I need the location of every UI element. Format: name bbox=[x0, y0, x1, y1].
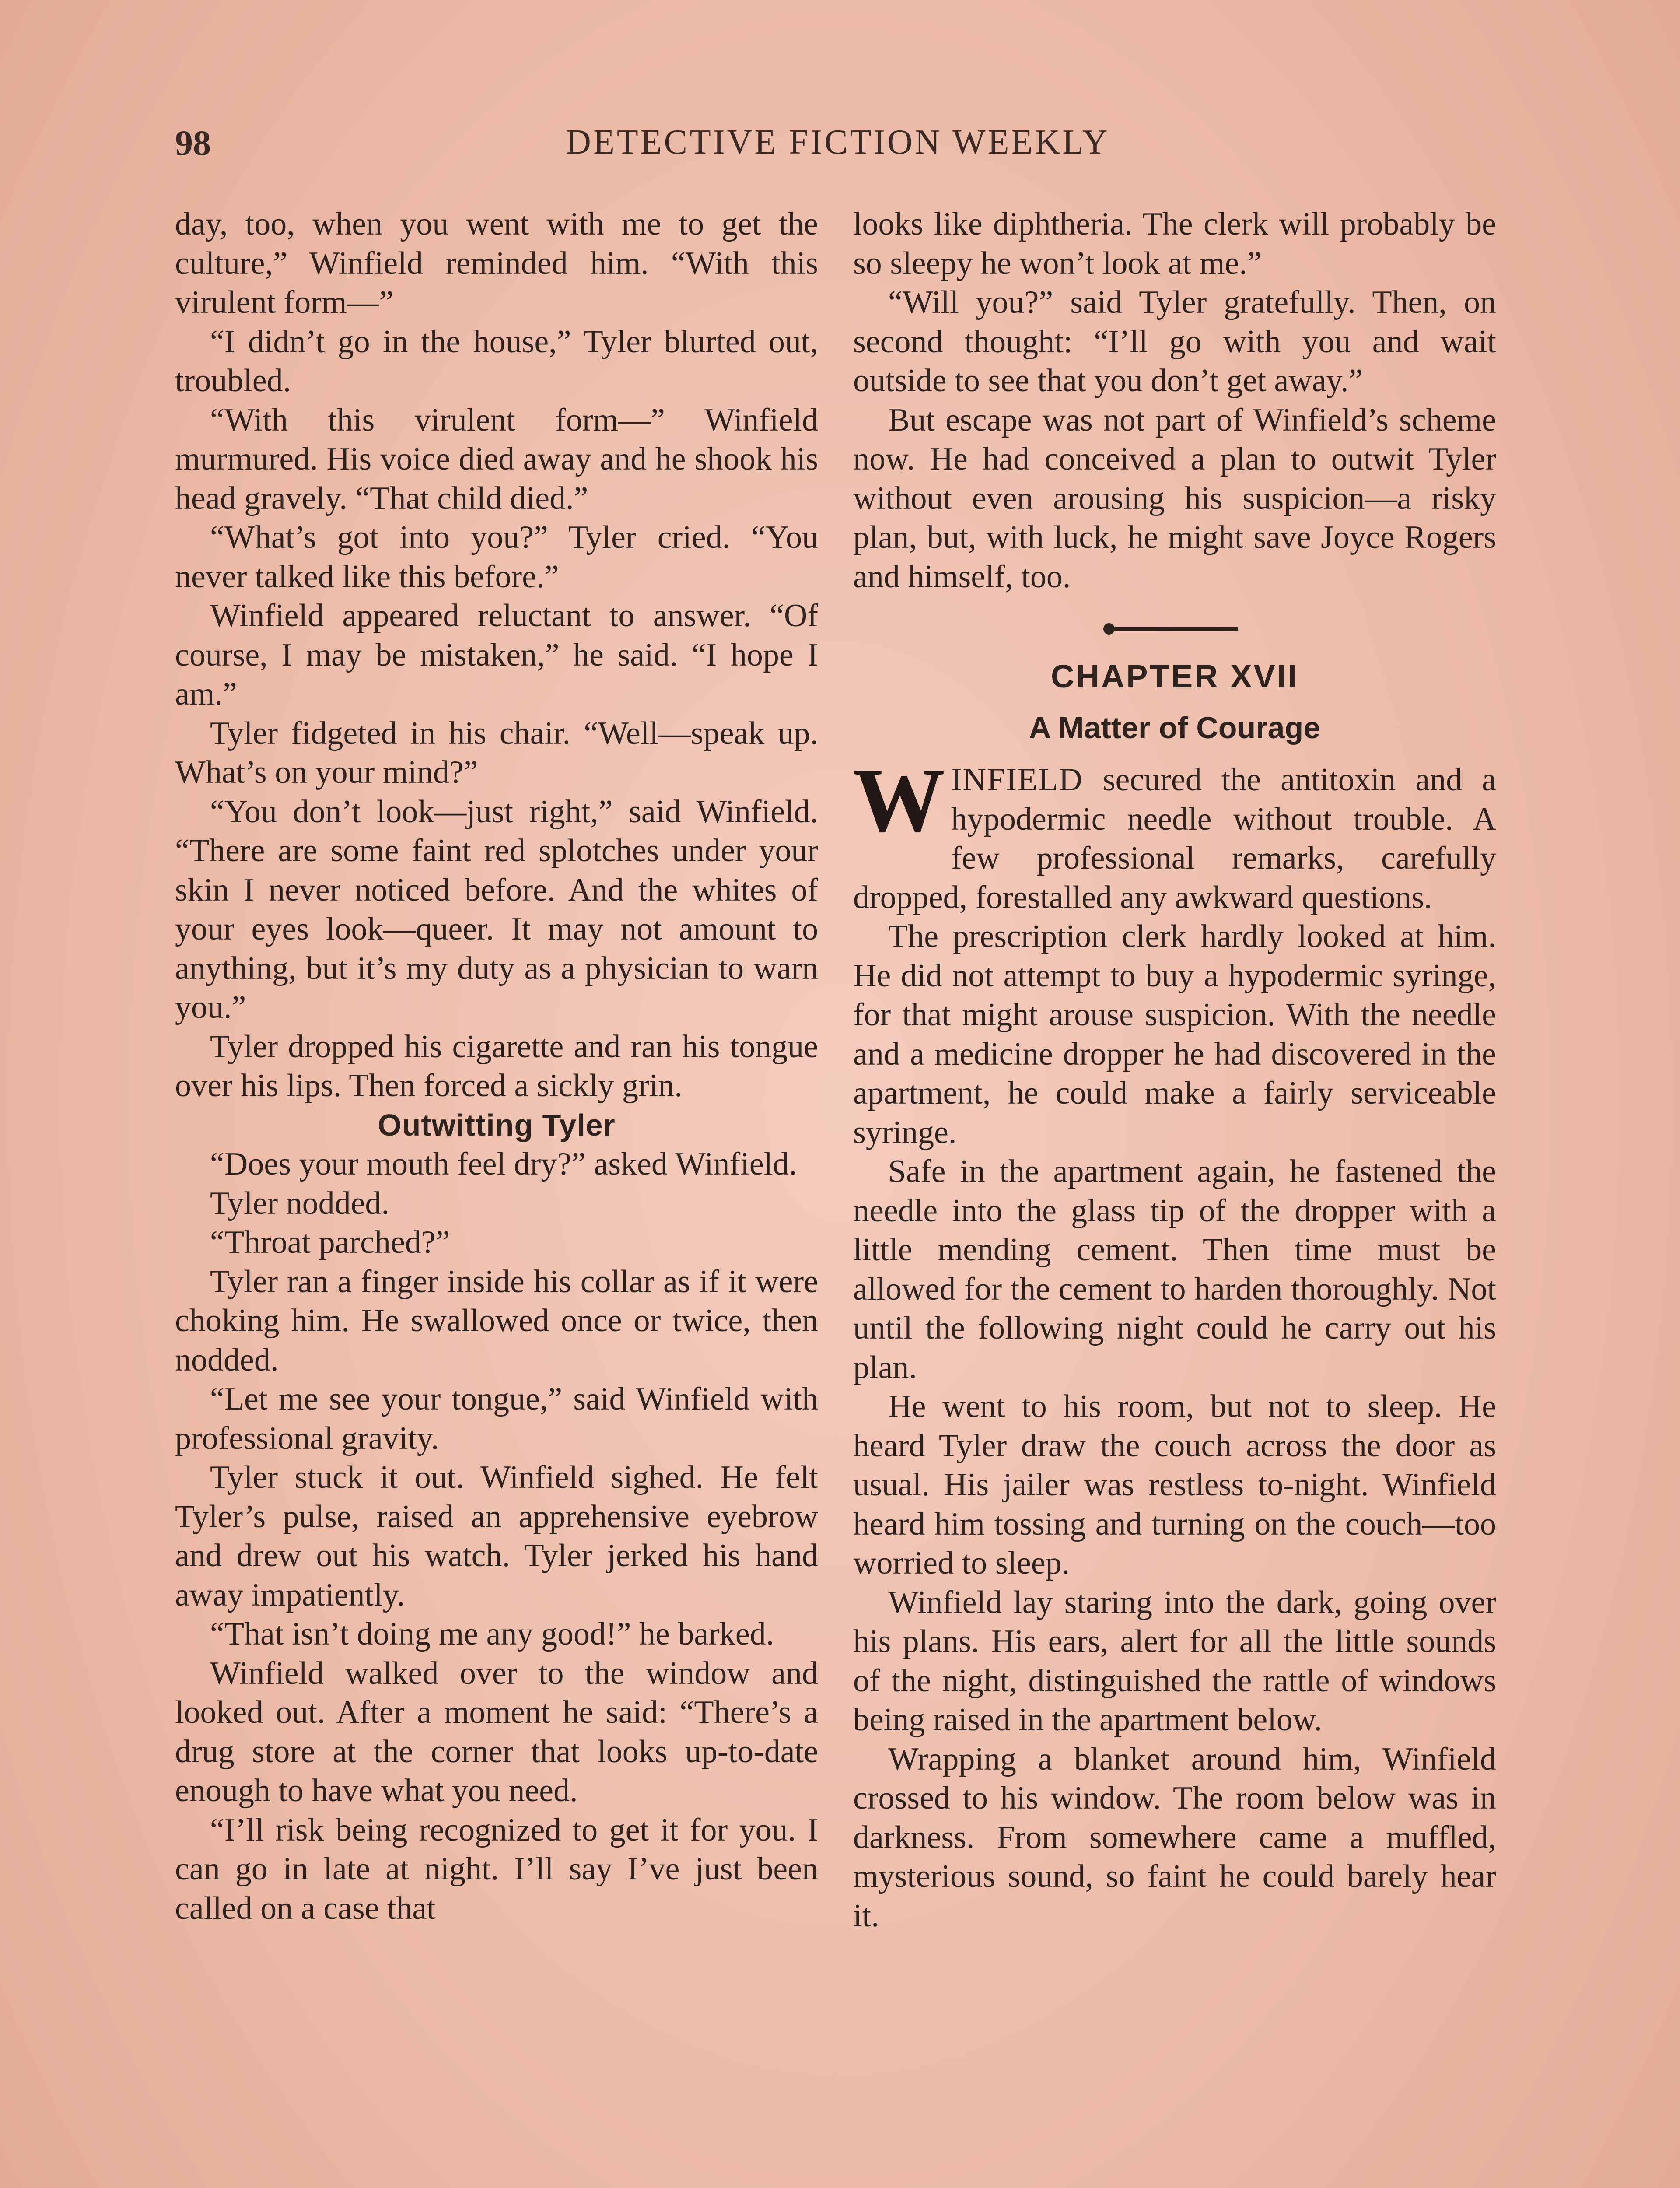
paragraph: The prescription clerk hardly looked at him. He did not attempt to buy a hypodermic syringe, for that might arouse suspicion. With the needle and a medicine dropper he had discovered in the apartment, he could make a fairly serviceable syringe. bbox=[853, 919, 1496, 1150]
paragraph: “That isn’t doing me any good!” he barked. bbox=[210, 1616, 774, 1652]
paragraph: “I didn’t go in the house,” Tyler blurted out, troubled. bbox=[175, 323, 818, 399]
chapter-opening-paragraph bbox=[853, 750, 1496, 917]
paragraph: Winfield lay staring into the dark, going over his plans. His ears, alert for all the little sounds of the night, distinguished the rattle of windows being raised in the apartment below. bbox=[853, 1584, 1496, 1738]
paragraph: “With this virulent form—” Winfield murmured. His voice died away and he shook his head gravely. “That child died.” bbox=[175, 402, 818, 516]
opening-text: secured the antitoxin and a hypodermic needle without trouble. A few professional remarks, carefully dropped, forestalled any awkward questions. bbox=[853, 762, 1496, 915]
paragraph: Winfield appeared reluctant to answer. “Of course, I may be mistaken,” he said. “I hope I am.” bbox=[175, 598, 818, 712]
paragraph: “Will you?” said Tyler gratefully. Then, on second thought: “I’ll go with you and wait outside to see that you don’t get away.” bbox=[853, 284, 1496, 399]
right-column bbox=[853, 205, 1496, 1936]
opening-smallcaps: INFIELD bbox=[951, 762, 1083, 798]
page-number: 98 bbox=[175, 123, 211, 163]
chapter-title: CHAPTER XVII bbox=[1050, 658, 1299, 694]
paragraph: looks like diphtheria. The clerk will probably be so sleepy he won’t look at me.” bbox=[853, 206, 1496, 281]
paragraph: Tyler stuck it out. Winfield sighed. He felt Tyler’s pulse, raised an apprehensive eyebrow and drew out his watch. Tyler jerked his hand away impatiently. bbox=[175, 1459, 818, 1613]
section-subhead: Outwitting Tyler bbox=[378, 1108, 616, 1142]
paragraph: day, too, when you went with me to get the culture,” Winfield reminded him. “With this virulent form—” bbox=[175, 206, 818, 320]
paragraph: “I’ll risk being recognized to get it for you. I can go in late at night. I’ll say I’ve just been called on a case that bbox=[175, 1812, 818, 1926]
paragraph: Winfield walked over to the window and looked out. After a moment he said: “There’s a drug store at the corner that looks up-to-date enough to have what you need. bbox=[175, 1655, 818, 1809]
paragraph: He went to his room, but not to sleep. He heard Tyler draw the couch across the door as usual. His jailer was restless to-night. Winfield heard him tossing and turning on the couch—too worried to sleep. bbox=[853, 1389, 1496, 1581]
paragraph: Tyler ran a finger inside his collar as if it were choking him. He swallowed once or twice, then nodded. bbox=[175, 1263, 818, 1378]
paragraph: Tyler fidgeted in his chair. “Well—speak up. What’s on your mind?” bbox=[175, 715, 818, 790]
paragraph: Tyler nodded. bbox=[210, 1185, 389, 1221]
chapter-subtitle: A Matter of Courage bbox=[1029, 710, 1321, 745]
left-column bbox=[175, 205, 818, 1928]
section-divider bbox=[1111, 627, 1238, 631]
paragraph: But escape was not part of Winfield’s scheme now. He had conceived a plan to outwit Tyler without even arousing his suspicion—a risky plan, but, with luck, he might save Joyce Rogers and himself, too. bbox=[853, 402, 1496, 595]
paragraph: Wrapping a blanket around him, Winfield crossed to his window. The room below was in darkness. From somewhere came a muffled, mysterious sound, so faint he could barely hear it. bbox=[853, 1741, 1496, 1934]
paragraph: “Throat parched?” bbox=[210, 1224, 450, 1260]
paragraph: Tyler dropped his cigarette and ran his tongue over his lips. Then forced a sickly grin. bbox=[175, 1028, 818, 1104]
paragraph: Safe in the apartment again, he fastened the needle into the glass tip of the dropper with a little mending cement. Then time must be allowed for the cement to harden thoroughly. Not until the following night could he carry out his plan. bbox=[853, 1154, 1496, 1385]
paragraph: “You don’t look—just right,” said Winfield. “There are some faint red splotches under your skin I never noticed before. And the whites of your eyes look—queer. It may not amount to anything, but it’s my duty as a physician to warn you.” bbox=[175, 793, 818, 1025]
drop-cap: W bbox=[853, 750, 945, 851]
page-header bbox=[175, 123, 1501, 171]
paragraph: “Let me see your tongue,” said Winfield with professional gravity. bbox=[175, 1381, 818, 1456]
paragraph: “What’s got into you?” Tyler cried. “You never talked like this before.” bbox=[175, 519, 818, 595]
paragraph: “Does your mouth feel dry?” asked Winfield. bbox=[210, 1146, 797, 1182]
running-title: DETECTIVE FICTION WEEKLY bbox=[566, 123, 1110, 161]
